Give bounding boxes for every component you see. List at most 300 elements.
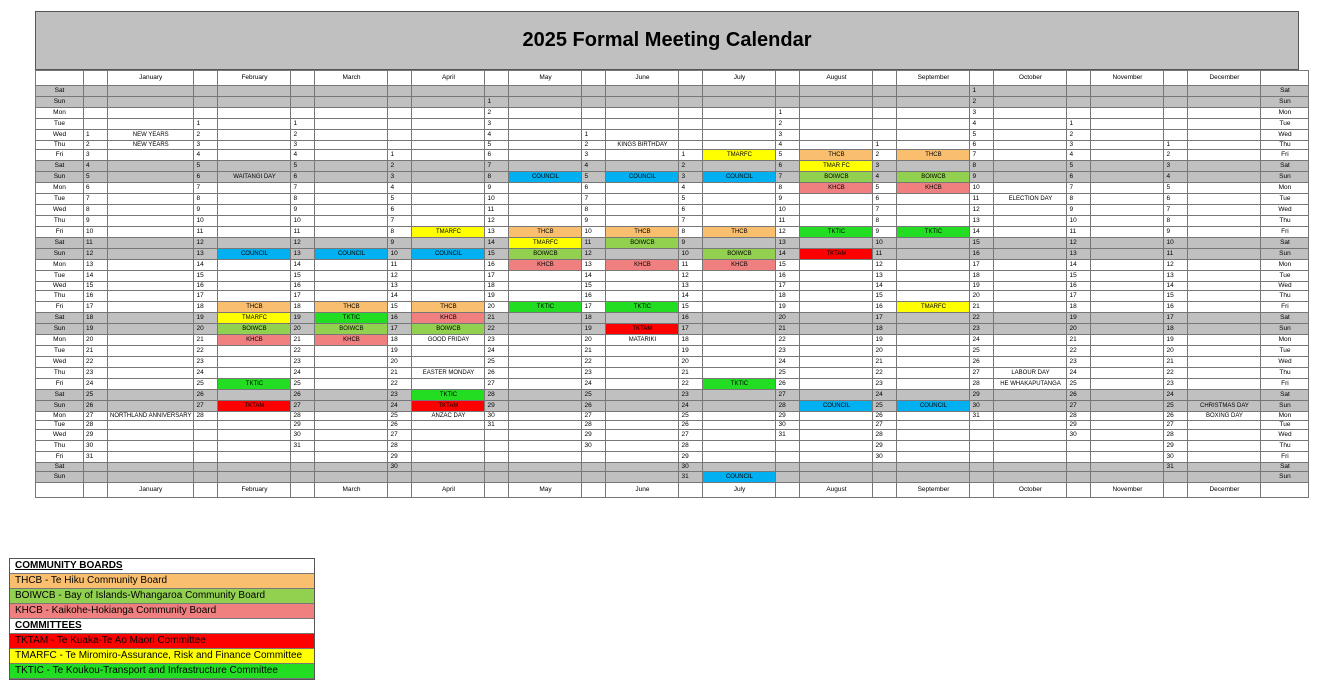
day-event-cell[interactable]: [218, 194, 291, 205]
day-event-cell[interactable]: [412, 150, 485, 161]
day-event-cell[interactable]: [108, 86, 194, 97]
day-event-cell[interactable]: [703, 205, 776, 216]
day-event-cell[interactable]: [412, 346, 485, 357]
day-event-cell[interactable]: TKTAM: [606, 324, 679, 335]
day-event-cell[interactable]: LABOUR DAY: [994, 368, 1067, 379]
day-event-cell[interactable]: [1188, 183, 1261, 194]
day-event-cell[interactable]: [412, 172, 485, 183]
day-event-cell[interactable]: [509, 130, 582, 141]
day-event-cell[interactable]: [606, 357, 679, 368]
day-event-cell[interactable]: [315, 452, 388, 463]
day-event-cell[interactable]: [108, 346, 194, 357]
day-event-cell[interactable]: THCB: [509, 227, 582, 238]
day-event-cell[interactable]: [108, 368, 194, 379]
day-event-cell[interactable]: [218, 463, 291, 472]
day-event-cell[interactable]: TMAR FC: [800, 161, 873, 172]
day-event-cell[interactable]: [108, 260, 194, 271]
day-event-cell[interactable]: [606, 291, 679, 302]
day-event-cell[interactable]: [606, 282, 679, 291]
day-event-cell[interactable]: [994, 346, 1067, 357]
day-event-cell[interactable]: [1091, 291, 1164, 302]
day-event-cell[interactable]: [218, 183, 291, 194]
day-event-cell[interactable]: [1188, 227, 1261, 238]
day-event-cell[interactable]: [108, 119, 194, 130]
day-event-cell[interactable]: [1188, 324, 1261, 335]
day-event-cell[interactable]: [1091, 183, 1164, 194]
day-event-cell[interactable]: [994, 249, 1067, 260]
day-event-cell[interactable]: [108, 472, 194, 483]
day-event-cell[interactable]: [509, 335, 582, 346]
day-event-cell[interactable]: [606, 463, 679, 472]
day-event-cell[interactable]: [606, 150, 679, 161]
day-event-cell[interactable]: [703, 302, 776, 313]
day-event-cell[interactable]: [994, 291, 1067, 302]
day-event-cell[interactable]: [509, 161, 582, 172]
day-event-cell[interactable]: [800, 390, 873, 401]
day-event-cell[interactable]: [703, 141, 776, 150]
day-event-cell[interactable]: KHCB: [218, 335, 291, 346]
day-event-cell[interactable]: [703, 194, 776, 205]
day-event-cell[interactable]: [606, 205, 679, 216]
day-event-cell[interactable]: [108, 282, 194, 291]
day-event-cell[interactable]: [606, 86, 679, 97]
day-event-cell[interactable]: [897, 282, 970, 291]
day-event-cell[interactable]: [994, 238, 1067, 249]
day-event-cell[interactable]: [218, 150, 291, 161]
day-event-cell[interactable]: [994, 282, 1067, 291]
day-event-cell[interactable]: [509, 357, 582, 368]
day-event-cell[interactable]: THCB: [412, 302, 485, 313]
day-event-cell[interactable]: [897, 335, 970, 346]
day-event-cell[interactable]: [412, 194, 485, 205]
day-event-cell[interactable]: [218, 441, 291, 452]
day-event-cell[interactable]: [509, 379, 582, 390]
day-event-cell[interactable]: TKTAM: [218, 401, 291, 412]
day-event-cell[interactable]: [606, 119, 679, 130]
day-event-cell[interactable]: [994, 150, 1067, 161]
day-event-cell[interactable]: [315, 282, 388, 291]
day-event-cell[interactable]: [412, 238, 485, 249]
day-event-cell[interactable]: [315, 205, 388, 216]
day-event-cell[interactable]: [703, 86, 776, 97]
day-event-cell[interactable]: [108, 150, 194, 161]
day-event-cell[interactable]: [994, 324, 1067, 335]
day-event-cell[interactable]: [108, 313, 194, 324]
day-event-cell[interactable]: [800, 452, 873, 463]
day-event-cell[interactable]: [994, 260, 1067, 271]
day-event-cell[interactable]: [412, 161, 485, 172]
day-event-cell[interactable]: [509, 141, 582, 150]
day-event-cell[interactable]: [1091, 150, 1164, 161]
day-event-cell[interactable]: [800, 260, 873, 271]
day-event-cell[interactable]: [1188, 291, 1261, 302]
day-event-cell[interactable]: [606, 216, 679, 227]
day-event-cell[interactable]: [412, 183, 485, 194]
day-event-cell[interactable]: COUNCIL: [703, 172, 776, 183]
day-event-cell[interactable]: KHCB: [606, 260, 679, 271]
day-event-cell[interactable]: [1091, 271, 1164, 282]
day-event-cell[interactable]: [1188, 216, 1261, 227]
day-event-cell[interactable]: [800, 194, 873, 205]
day-event-cell[interactable]: [1188, 463, 1261, 472]
day-event-cell[interactable]: [703, 238, 776, 249]
day-event-cell[interactable]: [897, 238, 970, 249]
day-event-cell[interactable]: [703, 430, 776, 441]
day-event-cell[interactable]: [1188, 302, 1261, 313]
day-event-cell[interactable]: [315, 463, 388, 472]
day-event-cell[interactable]: [218, 472, 291, 483]
day-event-cell[interactable]: BOIWCB: [315, 324, 388, 335]
day-event-cell[interactable]: [897, 346, 970, 357]
day-event-cell[interactable]: [108, 183, 194, 194]
day-event-cell[interactable]: KINGS BIRTHDAY: [606, 141, 679, 150]
day-event-cell[interactable]: [800, 238, 873, 249]
day-event-cell[interactable]: [897, 430, 970, 441]
day-event-cell[interactable]: [1091, 130, 1164, 141]
day-event-cell[interactable]: [897, 357, 970, 368]
day-event-cell[interactable]: [994, 108, 1067, 119]
day-event-cell[interactable]: [1091, 335, 1164, 346]
day-event-cell[interactable]: [509, 86, 582, 97]
day-event-cell[interactable]: [412, 260, 485, 271]
day-event-cell[interactable]: [994, 141, 1067, 150]
day-event-cell[interactable]: [703, 108, 776, 119]
day-event-cell[interactable]: [1091, 302, 1164, 313]
day-event-cell[interactable]: [1188, 86, 1261, 97]
day-event-cell[interactable]: [1188, 141, 1261, 150]
day-event-cell[interactable]: [315, 172, 388, 183]
day-event-cell[interactable]: [994, 86, 1067, 97]
day-event-cell[interactable]: [800, 324, 873, 335]
day-event-cell[interactable]: TKTIC: [703, 379, 776, 390]
day-event-cell[interactable]: [509, 368, 582, 379]
day-event-cell[interactable]: [703, 313, 776, 324]
day-event-cell[interactable]: [315, 161, 388, 172]
day-event-cell[interactable]: [218, 346, 291, 357]
day-event-cell[interactable]: [1188, 205, 1261, 216]
day-event-cell[interactable]: [509, 108, 582, 119]
day-event-cell[interactable]: [606, 452, 679, 463]
day-event-cell[interactable]: [108, 249, 194, 260]
day-event-cell[interactable]: [1188, 130, 1261, 141]
day-event-cell[interactable]: [606, 412, 679, 421]
day-event-cell[interactable]: [703, 463, 776, 472]
day-event-cell[interactable]: [703, 401, 776, 412]
day-event-cell[interactable]: BOIWCB: [897, 172, 970, 183]
day-event-cell[interactable]: [800, 313, 873, 324]
day-event-cell[interactable]: [897, 141, 970, 150]
day-event-cell[interactable]: [800, 463, 873, 472]
day-event-cell[interactable]: [108, 194, 194, 205]
day-event-cell[interactable]: [703, 346, 776, 357]
day-event-cell[interactable]: [994, 227, 1067, 238]
day-event-cell[interactable]: [509, 401, 582, 412]
day-event-cell[interactable]: TKTIC: [800, 227, 873, 238]
day-event-cell[interactable]: NORTHLAND ANNIVERSARY: [108, 412, 194, 421]
day-event-cell[interactable]: [218, 421, 291, 430]
day-event-cell[interactable]: [1091, 238, 1164, 249]
day-event-cell[interactable]: [994, 216, 1067, 227]
day-event-cell[interactable]: [315, 291, 388, 302]
day-event-cell[interactable]: [218, 260, 291, 271]
day-event-cell[interactable]: TKTIC: [315, 313, 388, 324]
day-event-cell[interactable]: [703, 452, 776, 463]
day-event-cell[interactable]: [1091, 412, 1164, 421]
day-event-cell[interactable]: [315, 271, 388, 282]
day-event-cell[interactable]: TKTIC: [606, 302, 679, 313]
day-event-cell[interactable]: [1091, 172, 1164, 183]
day-event-cell[interactable]: [897, 452, 970, 463]
day-event-cell[interactable]: [800, 357, 873, 368]
day-event-cell[interactable]: [509, 205, 582, 216]
day-event-cell[interactable]: [315, 216, 388, 227]
day-event-cell[interactable]: [1091, 379, 1164, 390]
day-event-cell[interactable]: [800, 119, 873, 130]
day-event-cell[interactable]: [1091, 357, 1164, 368]
day-event-cell[interactable]: [800, 108, 873, 119]
day-event-cell[interactable]: TKTIC: [897, 227, 970, 238]
day-event-cell[interactable]: [315, 441, 388, 452]
day-event-cell[interactable]: [703, 291, 776, 302]
day-event-cell[interactable]: [1188, 357, 1261, 368]
day-event-cell[interactable]: [1188, 97, 1261, 108]
day-event-cell[interactable]: [1091, 205, 1164, 216]
day-event-cell[interactable]: [1188, 194, 1261, 205]
day-event-cell[interactable]: [703, 421, 776, 430]
day-event-cell[interactable]: [606, 130, 679, 141]
day-event-cell[interactable]: [1188, 161, 1261, 172]
day-event-cell[interactable]: [108, 291, 194, 302]
day-event-cell[interactable]: [1091, 421, 1164, 430]
day-event-cell[interactable]: [800, 472, 873, 483]
day-event-cell[interactable]: [218, 161, 291, 172]
day-event-cell[interactable]: [108, 357, 194, 368]
day-event-cell[interactable]: [412, 130, 485, 141]
day-event-cell[interactable]: [703, 130, 776, 141]
day-event-cell[interactable]: [315, 260, 388, 271]
day-event-cell[interactable]: [994, 463, 1067, 472]
day-event-cell[interactable]: [1091, 249, 1164, 260]
day-event-cell[interactable]: [412, 97, 485, 108]
day-event-cell[interactable]: [108, 172, 194, 183]
day-event-cell[interactable]: [606, 472, 679, 483]
day-event-cell[interactable]: [315, 412, 388, 421]
day-event-cell[interactable]: [509, 430, 582, 441]
day-event-cell[interactable]: [897, 86, 970, 97]
day-event-cell[interactable]: [412, 357, 485, 368]
day-event-cell[interactable]: [606, 161, 679, 172]
day-event-cell[interactable]: [108, 401, 194, 412]
day-event-cell[interactable]: [1188, 390, 1261, 401]
day-event-cell[interactable]: TMARFC: [703, 150, 776, 161]
day-event-cell[interactable]: [315, 194, 388, 205]
day-event-cell[interactable]: THCB: [703, 227, 776, 238]
day-event-cell[interactable]: BOIWCB: [412, 324, 485, 335]
day-event-cell[interactable]: COUNCIL: [315, 249, 388, 260]
day-event-cell[interactable]: [606, 249, 679, 260]
day-event-cell[interactable]: [108, 463, 194, 472]
day-event-cell[interactable]: [218, 97, 291, 108]
day-event-cell[interactable]: [897, 390, 970, 401]
day-event-cell[interactable]: [606, 108, 679, 119]
day-event-cell[interactable]: THCB: [315, 302, 388, 313]
day-event-cell[interactable]: [1091, 452, 1164, 463]
day-event-cell[interactable]: [509, 216, 582, 227]
day-event-cell[interactable]: [703, 324, 776, 335]
day-event-cell[interactable]: [994, 430, 1067, 441]
day-event-cell[interactable]: [800, 412, 873, 421]
day-event-cell[interactable]: [1188, 249, 1261, 260]
day-event-cell[interactable]: [897, 97, 970, 108]
day-event-cell[interactable]: [703, 390, 776, 401]
day-event-cell[interactable]: [315, 346, 388, 357]
day-event-cell[interactable]: [108, 324, 194, 335]
day-event-cell[interactable]: KHCB: [897, 183, 970, 194]
day-event-cell[interactable]: [315, 130, 388, 141]
day-event-cell[interactable]: KHCB: [703, 260, 776, 271]
day-event-cell[interactable]: [1091, 282, 1164, 291]
day-event-cell[interactable]: [800, 86, 873, 97]
day-event-cell[interactable]: [108, 421, 194, 430]
day-event-cell[interactable]: [218, 108, 291, 119]
day-event-cell[interactable]: MATARIKI: [606, 335, 679, 346]
day-event-cell[interactable]: [509, 183, 582, 194]
day-event-cell[interactable]: EASTER MONDAY: [412, 368, 485, 379]
day-event-cell[interactable]: [897, 421, 970, 430]
day-event-cell[interactable]: [1091, 108, 1164, 119]
day-event-cell[interactable]: [1188, 108, 1261, 119]
day-event-cell[interactable]: [509, 412, 582, 421]
day-event-cell[interactable]: [315, 227, 388, 238]
day-event-cell[interactable]: [412, 441, 485, 452]
day-event-cell[interactable]: [412, 452, 485, 463]
day-event-cell[interactable]: [218, 141, 291, 150]
day-event-cell[interactable]: TMARFC: [897, 302, 970, 313]
day-event-cell[interactable]: [606, 421, 679, 430]
day-event-cell[interactable]: THCB: [800, 150, 873, 161]
day-event-cell[interactable]: [703, 357, 776, 368]
day-event-cell[interactable]: COUNCIL: [800, 401, 873, 412]
day-event-cell[interactable]: [108, 216, 194, 227]
day-event-cell[interactable]: [703, 412, 776, 421]
day-event-cell[interactable]: [994, 472, 1067, 483]
day-event-cell[interactable]: [994, 401, 1067, 412]
day-event-cell[interactable]: CHRISTMAS DAY: [1188, 401, 1261, 412]
day-event-cell[interactable]: COUNCIL: [703, 472, 776, 483]
day-event-cell[interactable]: THCB: [606, 227, 679, 238]
day-event-cell[interactable]: COUNCIL: [606, 172, 679, 183]
day-event-cell[interactable]: [994, 119, 1067, 130]
day-event-cell[interactable]: [412, 282, 485, 291]
day-event-cell[interactable]: [703, 183, 776, 194]
day-event-cell[interactable]: [800, 205, 873, 216]
day-event-cell[interactable]: [108, 390, 194, 401]
day-event-cell[interactable]: [1091, 216, 1164, 227]
day-event-cell[interactable]: [994, 441, 1067, 452]
day-event-cell[interactable]: [994, 205, 1067, 216]
day-event-cell[interactable]: [703, 216, 776, 227]
day-event-cell[interactable]: [1091, 390, 1164, 401]
day-event-cell[interactable]: [509, 463, 582, 472]
day-event-cell[interactable]: [509, 119, 582, 130]
day-event-cell[interactable]: [1091, 401, 1164, 412]
day-event-cell[interactable]: [315, 97, 388, 108]
day-event-cell[interactable]: [315, 472, 388, 483]
day-event-cell[interactable]: [1091, 86, 1164, 97]
day-event-cell[interactable]: [218, 357, 291, 368]
day-event-cell[interactable]: TMARFC: [218, 313, 291, 324]
day-event-cell[interactable]: [108, 302, 194, 313]
day-event-cell[interactable]: [800, 291, 873, 302]
day-event-cell[interactable]: [800, 141, 873, 150]
day-event-cell[interactable]: [108, 97, 194, 108]
day-event-cell[interactable]: [1091, 441, 1164, 452]
day-event-cell[interactable]: [1188, 172, 1261, 183]
day-event-cell[interactable]: [1188, 271, 1261, 282]
day-event-cell[interactable]: [606, 441, 679, 452]
day-event-cell[interactable]: [606, 379, 679, 390]
day-event-cell[interactable]: [218, 390, 291, 401]
day-event-cell[interactable]: [800, 282, 873, 291]
day-event-cell[interactable]: [108, 238, 194, 249]
day-event-cell[interactable]: [1091, 194, 1164, 205]
day-event-cell[interactable]: [800, 130, 873, 141]
day-event-cell[interactable]: GOOD FRIDAY: [412, 335, 485, 346]
day-event-cell[interactable]: [606, 313, 679, 324]
day-event-cell[interactable]: THCB: [897, 150, 970, 161]
day-event-cell[interactable]: [1188, 282, 1261, 291]
day-event-cell[interactable]: [315, 421, 388, 430]
day-event-cell[interactable]: [606, 368, 679, 379]
day-event-cell[interactable]: [994, 335, 1067, 346]
day-event-cell[interactable]: COUNCIL: [897, 401, 970, 412]
day-event-cell[interactable]: [1188, 379, 1261, 390]
day-event-cell[interactable]: [1091, 227, 1164, 238]
day-event-cell[interactable]: [108, 335, 194, 346]
day-event-cell[interactable]: [108, 161, 194, 172]
day-event-cell[interactable]: [509, 97, 582, 108]
day-event-cell[interactable]: [897, 249, 970, 260]
day-event-cell[interactable]: HE WHAKAPUTANGA: [994, 379, 1067, 390]
day-event-cell[interactable]: TKTAM: [800, 249, 873, 260]
day-event-cell[interactable]: [315, 401, 388, 412]
day-event-cell[interactable]: [606, 390, 679, 401]
day-event-cell[interactable]: [218, 205, 291, 216]
day-event-cell[interactable]: [315, 238, 388, 249]
day-event-cell[interactable]: [315, 390, 388, 401]
day-event-cell[interactable]: [800, 271, 873, 282]
day-event-cell[interactable]: [108, 271, 194, 282]
day-event-cell[interactable]: [412, 119, 485, 130]
day-event-cell[interactable]: BOXING DAY: [1188, 412, 1261, 421]
day-event-cell[interactable]: [1091, 97, 1164, 108]
day-event-cell[interactable]: [1188, 430, 1261, 441]
day-event-cell[interactable]: [412, 472, 485, 483]
day-event-cell[interactable]: [800, 335, 873, 346]
day-event-cell[interactable]: [897, 368, 970, 379]
day-event-cell[interactable]: [412, 216, 485, 227]
day-event-cell[interactable]: [509, 271, 582, 282]
day-event-cell[interactable]: TMARFC: [412, 227, 485, 238]
day-event-cell[interactable]: [108, 227, 194, 238]
day-event-cell[interactable]: [1188, 119, 1261, 130]
day-event-cell[interactable]: [800, 216, 873, 227]
day-event-cell[interactable]: [1188, 346, 1261, 357]
day-event-cell[interactable]: [315, 86, 388, 97]
day-event-cell[interactable]: NEW YEARS: [108, 130, 194, 141]
day-event-cell[interactable]: [218, 291, 291, 302]
day-event-cell[interactable]: [703, 97, 776, 108]
